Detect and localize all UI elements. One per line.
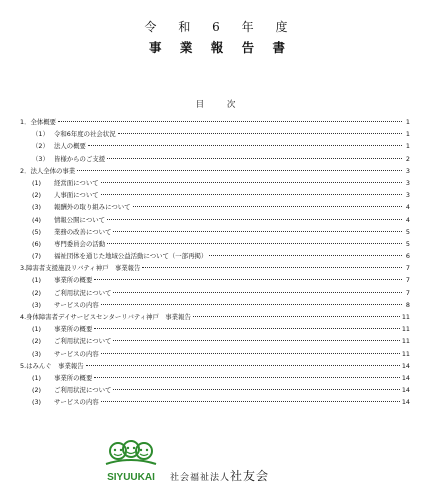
toc-number: (7) — [32, 252, 42, 261]
toc-leader-dots — [107, 158, 402, 159]
toc-leader-dots — [113, 292, 402, 293]
toc-item-row — [20, 335, 410, 347]
toc-page-number: 5 — [405, 239, 410, 248]
toc-label: 障害者支援施設リバティ神戸 事業報告 — [26, 264, 141, 273]
report-title: 事 業 報 告 書 — [149, 40, 292, 55]
toc-label: 法人全体の事業 — [30, 166, 76, 175]
toc-label: 報酬外の取り組みについて — [54, 203, 131, 212]
toc-item-row — [20, 214, 410, 226]
organization-name — [170, 467, 269, 484]
toc-label: ご利用状況について — [54, 288, 112, 297]
toc-label: ご利用状況について — [54, 386, 112, 395]
toc-item-row — [20, 274, 410, 286]
toc-number: (3) — [32, 349, 42, 358]
toc-page-number: 11 — [401, 313, 410, 321]
toc-number: (3) — [32, 300, 42, 309]
toc-leader-dots — [77, 170, 402, 171]
toc-section-row — [20, 116, 410, 128]
toc-number: 2． — [20, 166, 31, 175]
toc-label: 全体概要 — [30, 118, 57, 126]
toc-leader-dots — [113, 340, 399, 341]
toc-page-number: 4 — [405, 215, 410, 224]
toc-leader-dots — [101, 401, 400, 402]
toc-item-row — [20, 372, 410, 384]
toc-leader-dots — [107, 219, 402, 220]
toc-item-row — [20, 396, 410, 408]
toc-number: (1) — [32, 325, 42, 334]
toc-label: ご利用状況について — [54, 337, 112, 346]
logo-wordmark: SIYUUKAI — [107, 472, 155, 483]
toc-leader-dots — [142, 267, 402, 268]
toc-section-row — [20, 165, 410, 177]
toc-page-number: 11 — [401, 337, 410, 346]
toc-number: (6) — [32, 239, 42, 248]
toc-page-number: 1 — [405, 142, 410, 151]
toc-page-number: 11 — [401, 325, 410, 334]
toc-number: (3) — [32, 398, 42, 407]
toc-label: 福祉団体を通じた地域公益活動について（一部再掲） — [54, 252, 208, 261]
toc-label: 事業所の概要 — [54, 276, 93, 285]
toc-label: 身体障害者デイサービスセンターリバティ神戸 事業報告 — [26, 313, 191, 321]
toc-label: 事業所の概要 — [54, 325, 93, 334]
toc-page-number: 2 — [405, 154, 410, 163]
toc-number: (4) — [32, 215, 42, 224]
toc-page-number: 7 — [405, 264, 410, 273]
org-prefix: 社会福祉法人 — [170, 473, 231, 483]
table-of-contents — [20, 116, 410, 409]
toc-item-row — [20, 323, 410, 335]
toc-section-row — [20, 262, 410, 274]
toc-number: (2) — [32, 288, 42, 297]
toc-number: (1) — [32, 178, 42, 187]
org-name-main: 社友会 — [230, 469, 270, 483]
toc-item-row — [20, 140, 410, 152]
toc-number: (1) — [32, 373, 42, 382]
toc-label: サービスの内容 — [54, 349, 99, 358]
toc-item-row — [20, 299, 410, 311]
toc-leader-dots — [94, 328, 400, 329]
toc-leader-dots — [209, 255, 402, 256]
toc-leader-dots — [94, 377, 400, 378]
toc-page-number: 1 — [405, 118, 410, 126]
toc-leader-dots — [86, 365, 400, 366]
toc-item-row — [20, 384, 410, 396]
toc-label: 経営面について — [54, 178, 99, 187]
toc-leader-dots — [193, 316, 400, 317]
toc-number: (1) — [32, 276, 42, 285]
toc-page-number: 7 — [405, 288, 410, 297]
toc-label: はみんぐ 事業報告 — [26, 361, 84, 370]
toc-leader-dots — [58, 121, 402, 122]
toc-section-row — [20, 311, 410, 323]
toc-leader-dots — [113, 231, 402, 232]
toc-label: 人事面について — [54, 191, 99, 200]
toc-leader-dots — [101, 194, 402, 195]
toc-heading: 目 次 — [195, 100, 246, 110]
toc-item-row — [20, 153, 410, 165]
toc-item-row — [20, 238, 410, 250]
footer — [100, 440, 340, 490]
toc-page-number: 14 — [401, 361, 410, 370]
year-title: 令 和 6 年 度 — [144, 20, 297, 34]
toc-number: (2) — [32, 337, 42, 346]
toc-page-number: 7 — [405, 276, 410, 285]
toc-section-row — [20, 360, 410, 372]
toc-item-row — [20, 177, 410, 189]
toc-label: 事業所の概要 — [54, 373, 93, 382]
toc-page-number: 3 — [405, 166, 410, 175]
toc-label: サービスの内容 — [54, 300, 99, 309]
toc-label: 業務の改善について — [54, 227, 112, 236]
toc-item-row — [20, 250, 410, 262]
toc-number: 3. — [20, 264, 27, 273]
toc-page-number: 1 — [405, 130, 410, 139]
toc-leader-dots — [101, 353, 400, 354]
toc-page-number: 5 — [405, 227, 410, 236]
toc-number: 4. — [20, 313, 27, 321]
toc-number: （1） — [32, 130, 49, 139]
toc-page-number: 3 — [405, 178, 410, 187]
toc-label: 令和6年度の社会状況 — [54, 130, 116, 139]
toc-label: 皆様からのご支援 — [54, 154, 106, 163]
toc-leader-dots — [113, 389, 399, 390]
toc-leader-dots — [94, 279, 402, 280]
toc-number: (2) — [32, 191, 42, 200]
toc-page-number: 6 — [405, 252, 410, 261]
toc-page-number: 8 — [405, 300, 410, 309]
toc-page-number: 14 — [401, 398, 410, 407]
toc-number: (3) — [32, 203, 42, 212]
toc-number: 5. — [20, 361, 27, 370]
toc-page-number: 4 — [405, 203, 410, 212]
toc-number: （2） — [32, 142, 49, 151]
toc-item-row — [20, 287, 410, 299]
toc-label: 法人の概要 — [54, 142, 86, 151]
toc-item-row — [20, 226, 410, 238]
toc-page-number: 14 — [401, 386, 410, 395]
toc-item-row — [20, 189, 410, 201]
toc-page-number: 14 — [401, 373, 410, 382]
toc-leader-dots — [118, 133, 402, 134]
toc-leader-dots — [133, 206, 402, 207]
toc-item-row — [20, 128, 410, 140]
toc-label: サービスの内容 — [54, 398, 99, 407]
toc-number: (2) — [32, 386, 42, 395]
toc-number: (5) — [32, 227, 42, 236]
toc-leader-dots — [107, 243, 402, 244]
toc-item-row — [20, 201, 410, 213]
toc-number: 1． — [20, 118, 31, 126]
toc-page-number: 11 — [401, 349, 410, 358]
toc-leader-dots — [101, 182, 402, 183]
toc-item-row — [20, 348, 410, 360]
toc-number: （3） — [32, 154, 49, 163]
toc-leader-dots — [101, 304, 402, 305]
toc-page-number: 3 — [405, 191, 410, 200]
toc-label: 情報公開について — [54, 215, 105, 224]
toc-label: 専門委員会の活動 — [54, 239, 106, 248]
organization-logo — [100, 440, 162, 486]
toc-leader-dots — [88, 145, 402, 146]
